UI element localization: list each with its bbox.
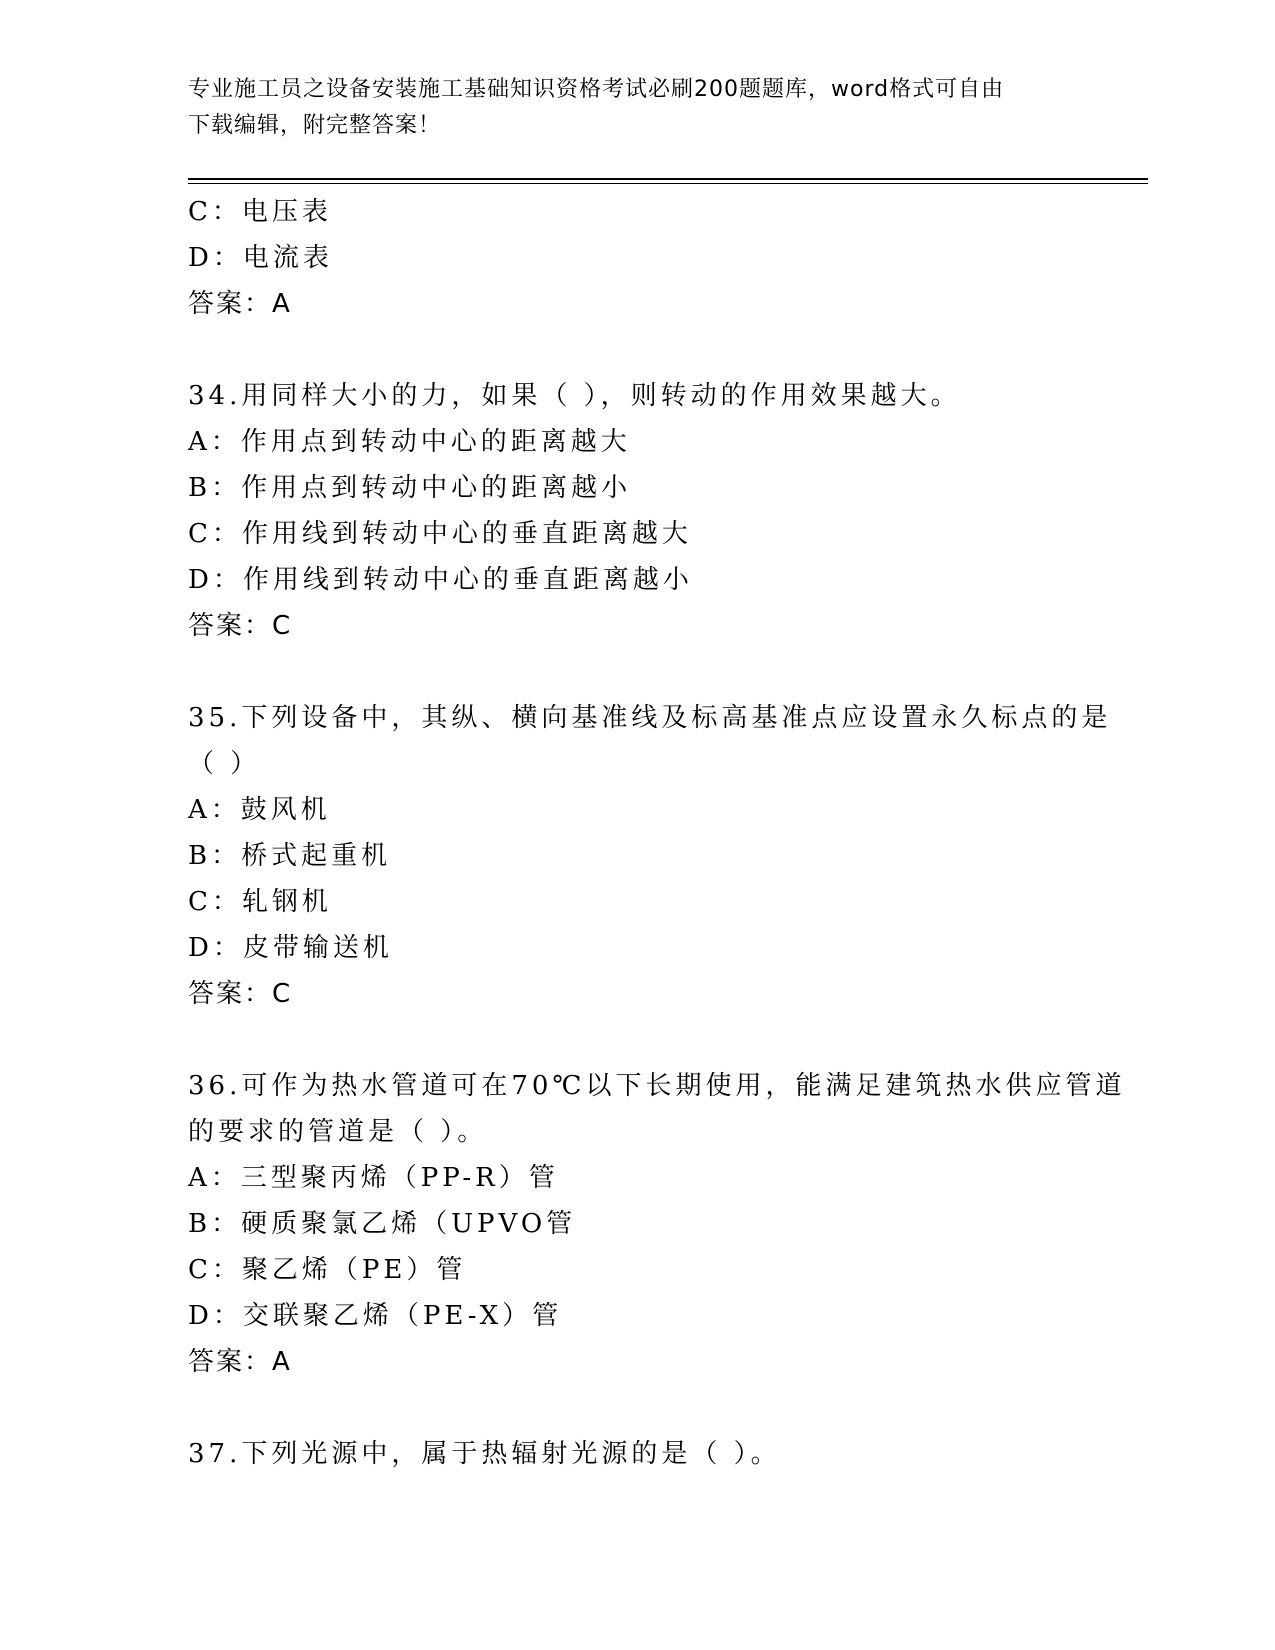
previous-question-tail [188, 189, 1148, 327]
header-line-2: 下载编辑，附完整答案！ [188, 113, 442, 138]
answer-line: 答案：C [188, 611, 293, 641]
option-a: A：作用点到转动中心的距离越大 [188, 427, 631, 457]
option-b: B：硬质聚氯乙烯（UPVO管 [188, 1209, 577, 1239]
question-stem: 34.用同样大小的力，如果（ ），则转动的作用效果越大。 [188, 381, 961, 411]
question-stem-continued: 的要求的管道是（ ）。 [188, 1117, 488, 1147]
option-b: B：作用点到转动中心的距离越小 [188, 473, 632, 503]
question-35 [188, 695, 1148, 1017]
question-36 [188, 1063, 1148, 1385]
option-a: A：三型聚丙烯（PP-R）管 [188, 1163, 559, 1193]
header-divider-thin [188, 183, 1148, 184]
spacer [188, 327, 1148, 373]
option-d: D：皮带输送机 [188, 933, 393, 963]
answer-line: 答案：A [188, 289, 292, 319]
option-c: C：轧钢机 [188, 887, 332, 917]
question-37 [188, 1431, 1148, 1477]
spacer [188, 649, 1148, 695]
question-stem: 35.下列设备中，其纵、横向基准线及标高基准点应设置永久标点的是 [188, 703, 1112, 733]
question-34 [188, 373, 1148, 649]
option-c: C：聚乙烯（PE）管 [188, 1255, 467, 1285]
option-c: C：作用线到转动中心的垂直距离越大 [188, 519, 692, 549]
question-stem: 37.下列光源中，属于热辐射光源的是（ ）。 [188, 1439, 781, 1469]
option-d: D：电流表 [188, 243, 333, 273]
answer-line: 答案：A [188, 1347, 292, 1377]
spacer [188, 1385, 1148, 1431]
option-b: B：桥式起重机 [188, 841, 392, 871]
question-stem-continued: （ ） [188, 749, 261, 779]
option-c: C：电压表 [188, 197, 332, 227]
question-stem: 36.可作为热水管道可在70℃以下长期使用，能满足建筑热水供应管道 [188, 1071, 1126, 1101]
spacer [188, 1017, 1148, 1063]
option-a: A：鼓风机 [188, 795, 331, 825]
header-line-1: 专业施工员之设备安装施工基础知识资格考试必刷200题题库，word格式可自由 [188, 77, 1005, 102]
header-divider-thick [188, 178, 1148, 180]
option-d: D：作用线到转动中心的垂直距离越小 [188, 565, 693, 595]
option-d: D：交联聚乙烯（PE-X）管 [188, 1301, 563, 1331]
answer-line: 答案：C [188, 979, 293, 1009]
document-body [188, 189, 1148, 1477]
document-header [188, 72, 1088, 144]
